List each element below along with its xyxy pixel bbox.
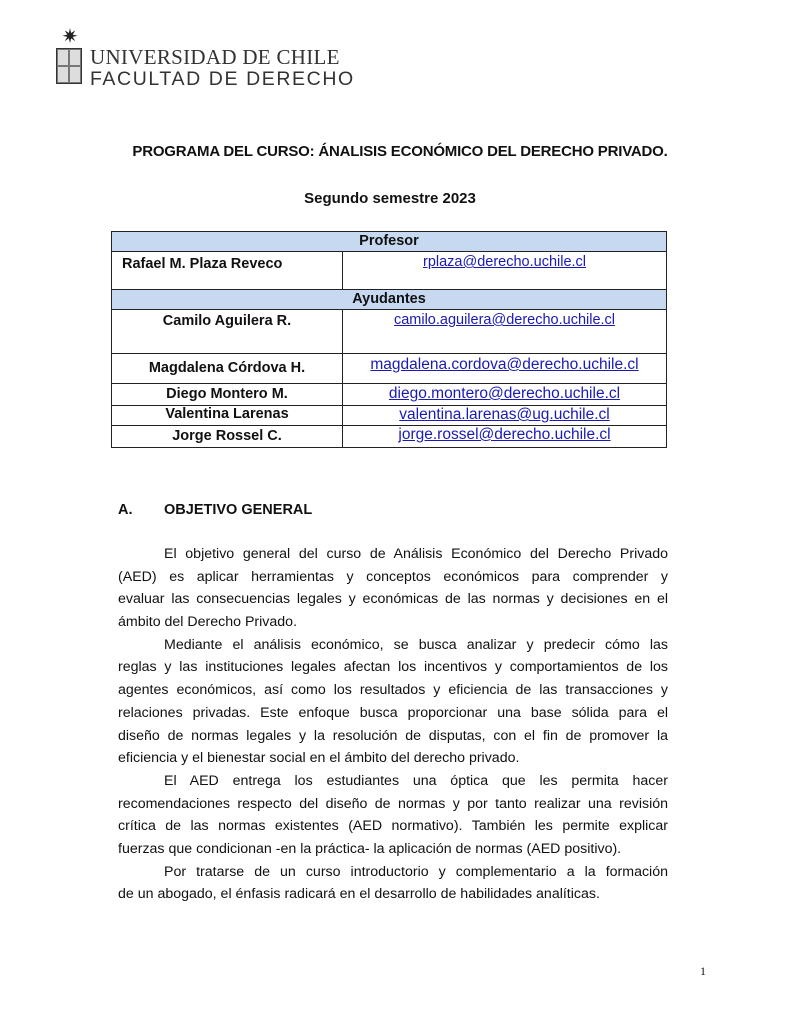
paragraph-line: Mediante el análisis económico, se busca analizar y predecir cómo las bbox=[164, 636, 668, 653]
assistant-name: Diego Montero M. bbox=[112, 384, 343, 406]
table-row bbox=[112, 406, 667, 426]
paragraph-line: evaluar las consecuencias legales y económicas de las normas y decisiones en el bbox=[118, 591, 668, 608]
paragraph-line: ámbito del Derecho Privado. bbox=[118, 614, 298, 631]
section-heading bbox=[118, 502, 312, 518]
logo-faculty-name: FACULTAD DE DERECHO bbox=[90, 68, 355, 90]
paragraph-line: Por tratarse de un curso introductorio y complementario a la formación bbox=[164, 863, 668, 880]
table-row bbox=[112, 426, 667, 448]
university-logo bbox=[54, 28, 355, 90]
paragraph-line: El objetivo general del curso de Análisis Económico del Derecho Privado bbox=[164, 546, 668, 562]
assistant-name: Magdalena Córdova H. bbox=[112, 354, 343, 384]
professor-email-link[interactable]: rplaza@derecho.uchile.cl bbox=[422, 254, 587, 270]
document-subtitle: Segundo semestre 2023 bbox=[304, 190, 476, 207]
paragraph-line: diseño de normas legales y la resolución de disputas, con el fin de promover la bbox=[118, 727, 668, 744]
assistant-name: Valentina Larenas bbox=[112, 406, 343, 426]
paragraph-line: (AED) es aplicar herramientas y conceptos económicos para comprender y bbox=[118, 568, 668, 585]
assistant-email-link[interactable]: camilo.aguilera@derecho.uchile.cl bbox=[393, 312, 616, 328]
assistant-name: Camilo Aguilera R. bbox=[112, 310, 343, 354]
paragraph bbox=[118, 634, 668, 770]
page-number: 1 bbox=[700, 964, 706, 978]
table-row bbox=[112, 354, 667, 384]
paragraph bbox=[118, 861, 668, 906]
paragraph-line: crítica de las normas existentes (AED normativo). También les permite explicar bbox=[118, 818, 668, 835]
section-title: OBJETIVO GENERAL bbox=[164, 502, 313, 518]
paragraph-line: relaciones privadas. Este enfoque busca proporcionar una base sólida para el bbox=[118, 704, 668, 721]
table-row bbox=[112, 252, 667, 290]
assistant-email-link[interactable]: jorge.rossel@derecho.uchile.cl bbox=[398, 426, 611, 443]
paragraph bbox=[118, 543, 668, 634]
assistants-header: Ayudantes bbox=[112, 290, 667, 310]
section-body bbox=[118, 543, 668, 906]
paragraph-line: de un abogado, el énfasis radicará en el desarrollo de habilidades analíticas. bbox=[118, 886, 600, 903]
paragraph bbox=[118, 770, 668, 861]
assistant-email-link[interactable]: magdalena.cordova@derecho.uchile.cl bbox=[370, 356, 639, 373]
table-row bbox=[112, 310, 667, 354]
logo-university-name: UNIVERSIDAD DE CHILE bbox=[90, 45, 340, 69]
professor-header: Profesor bbox=[112, 232, 667, 252]
paragraph-line: recomendaciones respecto del diseño de normas y por tanto realizar una revisión bbox=[118, 795, 668, 812]
paragraph-line: El AED entrega los estudiantes una óptica que les permita hacer bbox=[164, 772, 668, 789]
table-row bbox=[112, 384, 667, 406]
section-number: A. bbox=[118, 502, 133, 518]
university-crest-icon: ✷ bbox=[54, 28, 86, 86]
assistant-email-link[interactable]: valentina.larenas@ug.uchile.cl bbox=[399, 406, 610, 423]
paragraph-line: fuerzas que condicionan -en la práctica- la aplicación de normas (AED positivo). bbox=[118, 840, 622, 857]
assistant-email-link[interactable]: diego.montero@derecho.uchile.cl bbox=[388, 385, 621, 402]
assistant-name: Jorge Rossel C. bbox=[112, 426, 343, 448]
paragraph-line: reglas y las instituciones legales afectan los incentivos y comportamientos de los bbox=[118, 659, 668, 676]
paragraph-line: eficiencia y el bienestar social en el ámbito del derecho privado. bbox=[118, 750, 520, 767]
staff-table bbox=[111, 231, 667, 448]
document-title: PROGRAMA DEL CURSO: ÁNALISIS ECONÓMICO DEL DERECHO PRIVADO. bbox=[132, 143, 668, 160]
paragraph-line: agentes económicos, así como los resultados y eficiencia de las transacciones y bbox=[118, 682, 668, 699]
professor-name: Rafael M. Plaza Reveco bbox=[112, 252, 343, 290]
